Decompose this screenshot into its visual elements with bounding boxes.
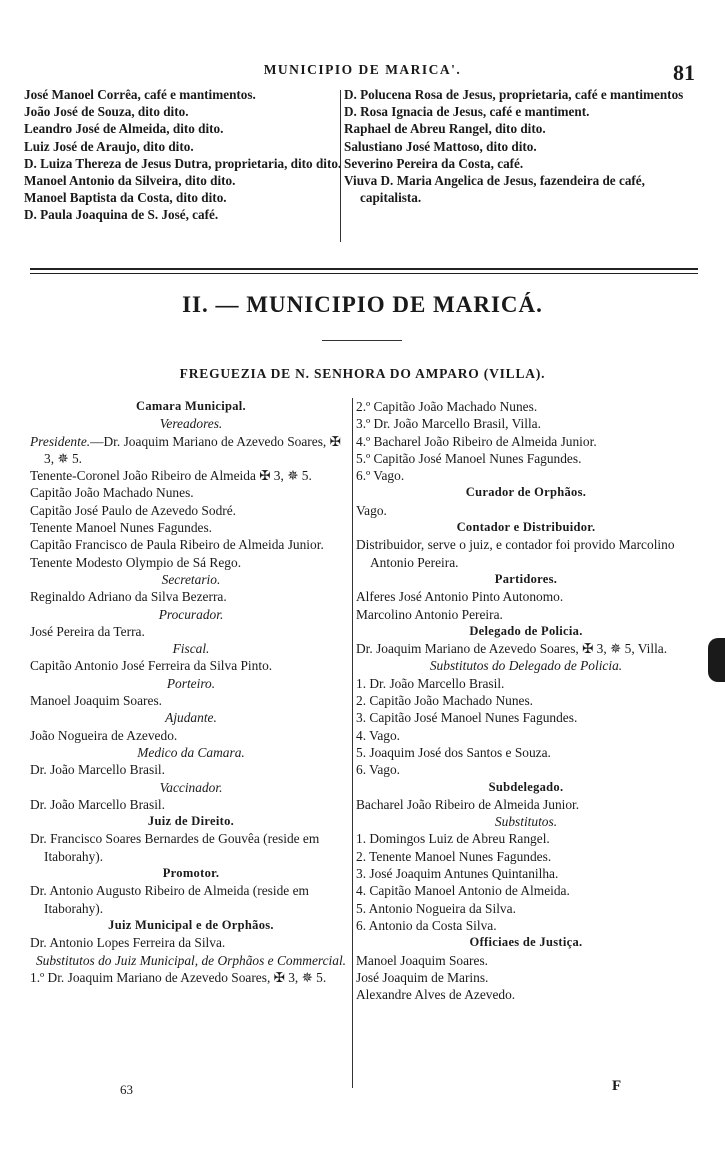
list-item: 3. José Joaquim Antunes Quintanilha. <box>356 866 559 882</box>
role-procurador: Procurador. <box>158 606 224 622</box>
presidente-label: Presidente. <box>30 433 91 449</box>
heading-camara: Camara Municipal. <box>136 399 246 413</box>
left-column <box>30 398 352 986</box>
role-fiscal: Fiscal. <box>172 641 210 657</box>
role-substitutos: Substitutos. <box>494 814 558 830</box>
heading-subdelegado: Subdelegado. <box>488 779 564 794</box>
role-vereadores: Vereadores. <box>159 416 223 432</box>
heading-partidores: Partidores. <box>494 571 558 586</box>
list-item: José Manoel Corrêa, café e mantimentos. <box>24 87 256 102</box>
list-item: 1.º Dr. Joaquim Mariano de Azevedo Soares, ✠ 3, ✵ 5. <box>30 969 327 985</box>
heading-curador: Curador de Orphãos. <box>465 485 587 500</box>
heading-delegado: Delegado de Policia. <box>469 623 583 638</box>
list-item: Capitão João Machado Nunes. <box>30 485 194 501</box>
list-item: João José de Souza, dito dito. <box>24 104 189 120</box>
list-item: Reginaldo Adriano da Silva Bezerra. <box>30 589 227 605</box>
list-item: 5.º Capitão José Manoel Nunes Fagundes. <box>356 450 582 466</box>
role-ajudante: Ajudante. <box>165 710 217 726</box>
list-item: Salustiano José Mattoso, dito dito. <box>344 138 537 154</box>
role-medico: Medico da Camara. <box>137 744 245 760</box>
right-column <box>356 398 696 1003</box>
list-item: 1. Domingos Luiz de Abreu Rangel. <box>356 831 550 847</box>
list-item: 5. Joaquim José dos Santos e Souza. <box>356 744 551 760</box>
heading-promotor: Promotor. <box>162 866 220 881</box>
list-item: Dr. João Marcello Brasil. <box>30 762 165 778</box>
column-divider <box>352 398 353 1088</box>
list-item: D. Luiza Thereza de Jesus Dutra, proprietaria, dito dito. <box>24 155 342 171</box>
parish-title: FREGUEZIA DE N. SENHORA DO AMPARO (VILLA). <box>179 366 546 381</box>
title-rule <box>322 340 402 341</box>
list-item: Dr. João Marcello Brasil. <box>30 796 165 812</box>
list-item: Vago. <box>356 502 387 518</box>
list-item: José Pereira da Terra. <box>30 623 145 639</box>
role-substitutos-juiz: Substitutos do Juiz Municipal, de Orphãos e Commercial. <box>35 952 347 968</box>
list-item: Leandro José de Almeida, dito dito. <box>24 121 224 137</box>
list-item: 1. Dr. João Marcello Brasil. <box>356 675 505 691</box>
list-item: Capitão José Paulo de Azevedo Sodré. <box>30 502 237 518</box>
section-title: II. — MUNICIPIO DE MARICÁ. <box>182 292 543 317</box>
heading-officiaes: Officiaes de Justiça. <box>469 935 583 950</box>
list-item: 6. Antonio da Costa Silva. <box>356 917 497 933</box>
running-head: MUNICIPIO DE MARICA'. <box>263 62 462 77</box>
heading-juiz-direito: Juiz de Direito. <box>147 814 235 829</box>
list-item: D. Polucena Rosa de Jesus, proprietaria, café e mantimentos <box>344 87 684 102</box>
continued-list-left <box>24 86 342 224</box>
list-item: Capitão Antonio José Ferreira da Silva Pinto. <box>30 658 273 674</box>
list-item: 6. Vago. <box>356 762 401 778</box>
list-item: 5. Antonio Nogueira da Silva. <box>356 900 516 916</box>
list-item: Luiz José de Araujo, dito dito. <box>24 138 194 154</box>
list-item: Capitão Francisco de Paula Ribeiro de Almeida Junior. <box>30 537 324 553</box>
list-item: José Joaquim de Marins. <box>356 969 489 985</box>
list-item: D. Paula Joaquina de S. José, café. <box>24 207 219 223</box>
list-item: Viuva D. Maria Angelica de Jesus, fazendeira de café, capitalista. <box>344 173 645 206</box>
list-item: Severino Pereira da Costa, café. <box>344 155 524 171</box>
list-item: João Nogueira de Azevedo. <box>30 727 178 743</box>
list-item: Manoel Joaquim Soares. <box>30 693 163 709</box>
column-divider <box>340 90 341 242</box>
list-item: Dr. Francisco Soares Bernardes de Gouvêa (reside em Itaborahy). <box>30 831 320 864</box>
list-item: Dr. Joaquim Mariano de Azevedo Soares, ✠ 3, ✵ 5, Villa. <box>356 641 668 657</box>
list-item: D. Rosa Ignacia de Jesus, café e mantiment. <box>344 104 590 120</box>
list-item: 2. Capitão João Machado Nunes. <box>356 693 534 709</box>
list-item: Distribuidor, serve o juiz, e contador foi provido Marcolino Antonio Pereira. <box>356 537 675 570</box>
list-item: 2. Tenente Manoel Nunes Fagundes. <box>356 848 552 864</box>
role-secretario: Secretario. <box>161 571 221 587</box>
section-rule <box>30 273 698 274</box>
role-substitutos-delegado: Substitutos do Delegado de Policia. <box>429 658 623 674</box>
scan-thumb-shadow <box>708 638 725 682</box>
list-item: Marcolino Antonio Pereira. <box>356 606 503 622</box>
presidente-name: —Dr. Joaquim Mariano de Azevedo Soares, ✠ 3, ✵ 5. <box>44 433 341 466</box>
list-item: Bacharel João Ribeiro de Almeida Junior. <box>356 796 580 812</box>
list-item: Alferes José Antonio Pinto Autonomo. <box>356 589 564 605</box>
list-item: Manoel Antonio da Silveira, dito dito. <box>24 173 236 189</box>
list-item: Dr. Antonio Augusto Ribeiro de Almeida (reside em Itaborahy). <box>30 883 309 916</box>
role-vaccinador: Vaccinador. <box>159 779 223 795</box>
signature-mark: F <box>612 1078 622 1094</box>
list-item: 3.º Dr. João Marcello Brasil, Villa. <box>356 416 541 432</box>
list-item: 3. Capitão José Manoel Nunes Fagundes. <box>356 710 578 726</box>
list-item: Tenente Modesto Olympio de Sá Rego. <box>30 554 242 570</box>
sheet-number: 63 <box>120 1082 133 1097</box>
heading-juiz-municipal: Juiz Municipal e de Orphãos. <box>108 917 274 932</box>
continued-list <box>22 86 708 246</box>
list-item: 2.º Capitão João Machado Nunes. <box>356 399 538 414</box>
list-item: 6.º Vago. <box>356 468 405 484</box>
list-item: 4. Vago. <box>356 727 401 743</box>
section-rule <box>30 268 698 270</box>
list-item: 4. Capitão Manoel Antonio de Almeida. <box>356 883 570 899</box>
page-number: 81 <box>673 60 695 85</box>
list-item: Manoel Baptista da Costa, dito dito. <box>24 190 227 206</box>
list-item: Tenente Manoel Nunes Fagundes. <box>30 520 213 536</box>
entry-presidente <box>30 433 352 468</box>
list-item: 4.º Bacharel João Ribeiro de Almeida Junior. <box>356 433 597 449</box>
continued-list-right <box>344 86 684 206</box>
list-item: Dr. Antonio Lopes Ferreira da Silva. <box>30 935 226 951</box>
list-item: Tenente-Coronel João Ribeiro de Almeida ✠ 3, ✵ 5. <box>30 468 312 484</box>
list-item: Alexandre Alves de Azevedo. <box>356 987 516 1003</box>
role-porteiro: Porteiro. <box>166 675 216 691</box>
list-item: Raphael de Abreu Rangel, dito dito. <box>344 121 546 137</box>
list-item: Manoel Joaquim Soares. <box>356 952 489 968</box>
heading-contador: Contador e Distribuidor. <box>456 520 596 535</box>
